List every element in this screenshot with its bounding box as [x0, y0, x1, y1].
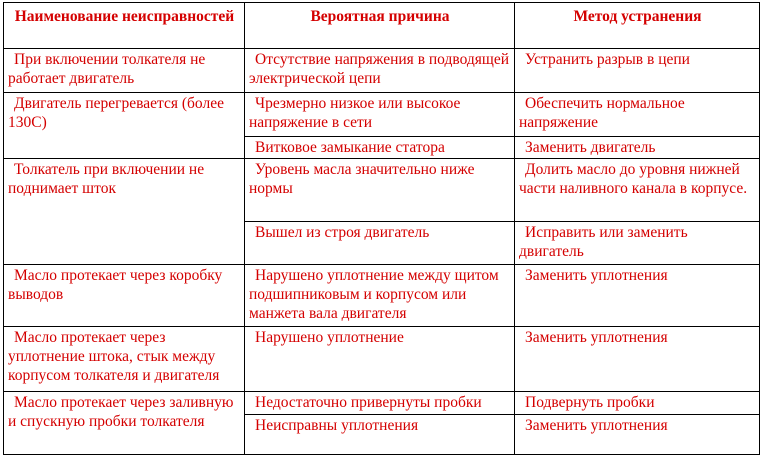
fault-cell: Масло протекает через уплотнение штока, стык между корпусом толкателя и двигателя [4, 327, 245, 392]
fix-cell: Заменить двигатель [515, 137, 760, 159]
fault-cell: При включении толкателя не работает двигатель [4, 49, 245, 93]
cause-cell: Уровень масла значительно ниже нормы [245, 159, 515, 222]
fix-cell: Заменить уплотнения [515, 415, 760, 455]
cause-cell: Недостаточно привернуты пробки [245, 392, 515, 415]
fix-cell: Заменить уплотнения [515, 265, 760, 327]
cause-cell: Вышел из строя двигатель [245, 222, 515, 265]
troubleshooting-table [3, 2, 760, 455]
fix-cell: Устранить разрыв в цепи [515, 49, 760, 93]
fix-cell: Исправить или заменить двигатель [515, 222, 760, 265]
header-cause: Вероятная причина [245, 3, 515, 49]
fix-cell: Обеспечить нормальное напряжение [515, 93, 760, 137]
fix-cell: Заменить уплотнения [515, 327, 760, 392]
header-row [4, 3, 760, 49]
table-row [4, 265, 760, 327]
cause-cell: Нарушено уплотнение [245, 327, 515, 392]
cause-cell: Чрезмерно низкое или высокое напряжение в сети [245, 93, 515, 137]
header-fix: Метод устранения [515, 3, 760, 49]
table-row [4, 93, 760, 137]
fix-cell: Подвернуть пробки [515, 392, 760, 415]
table-row [4, 159, 760, 222]
fix-cell: Долить масло до уровня нижней части наливного канала в корпусе. [515, 159, 760, 222]
header-fault: Наименование неисправностей [4, 3, 245, 49]
cause-cell: Нарушено уплотнение между щитом подшипниковым и корпусом или манжета вала двигателя [245, 265, 515, 327]
fault-cell: Двигатель перегревается (более 130С) [4, 93, 245, 159]
cause-cell: Витковое замыкание статора [245, 137, 515, 159]
table-row [4, 327, 760, 392]
fault-cell: Масло протекает через коробку выводов [4, 265, 245, 327]
cause-cell: Неисправны уплотнения [245, 415, 515, 455]
table-row [4, 49, 760, 93]
cause-cell: Отсутствие напряжения в подводящей электрической цепи [245, 49, 515, 93]
fault-cell: Толкатель при включении не поднимает шток [4, 159, 245, 265]
table-row [4, 392, 760, 415]
fault-cell: Масло протекает через заливную и спускную пробки толкателя [4, 392, 245, 455]
